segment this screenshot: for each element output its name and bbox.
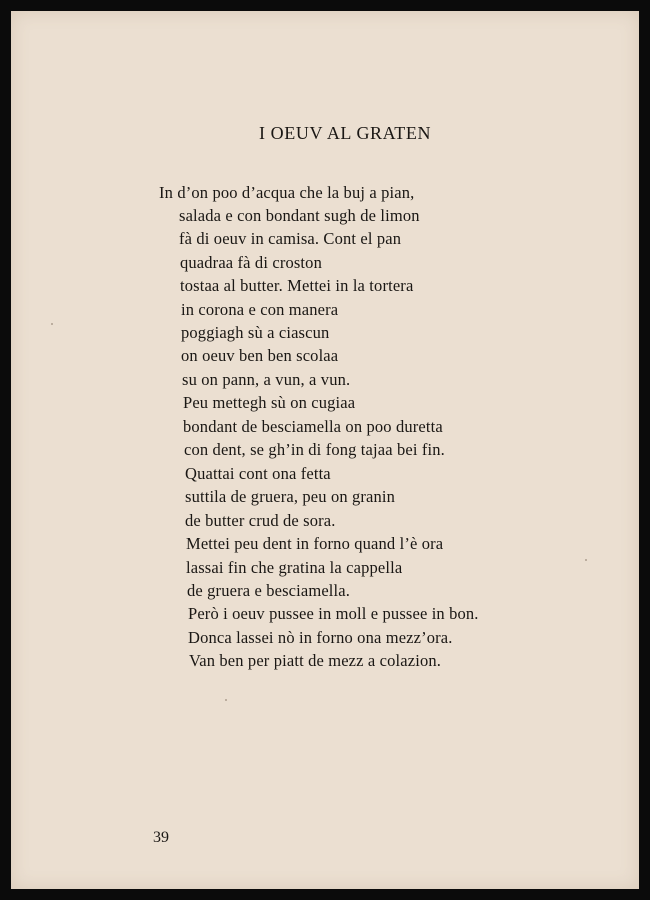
poem-line: su on pann, a vun, a vun. — [182, 370, 351, 389]
poem-line: de gruera e besciamella. — [187, 581, 351, 600]
poem-line: in corona e con manera — [181, 300, 339, 319]
paper-speck — [225, 699, 227, 701]
poem-line: tostaa al butter. Mettei in la tortera — [180, 276, 414, 295]
poem-line: on oeuv ben ben scolaa — [181, 346, 339, 365]
paper-speck — [51, 323, 53, 325]
poem-line: quadraa fà di croston — [180, 253, 322, 272]
poem-line: suttila de gruera, peu on granin — [185, 487, 396, 506]
page-number: 39 — [153, 829, 169, 846]
poem-line: In d’on poo d’acqua che la buj a pian, — [159, 183, 415, 202]
poem-line: fà di oeuv in camisa. Cont el pan — [179, 229, 402, 248]
poem-line: Donca lassei nò in forno ona mezz’ora. — [188, 628, 453, 647]
poem-title: I OEUV AL GRATEN — [258, 123, 432, 143]
poem-line: poggiagh sù a ciascun — [181, 323, 330, 342]
poem-line: Van ben per piatt de mezz a colazion. — [189, 651, 442, 670]
poem-line: de butter crud de sora. — [185, 511, 336, 530]
poem-line: Quattai cont ona fetta — [185, 464, 331, 483]
poem-line: Peu mettegh sù on cugiaa — [183, 393, 356, 412]
poem-line: salada e con bondant sugh de limon — [179, 206, 420, 225]
poem-line: con dent, se gh’in di fong tajaa bei fin. — [184, 440, 445, 459]
book-page — [11, 11, 639, 889]
poem-line: lassai fin che gratina la cappella — [186, 558, 403, 577]
poem-line: Però i oeuv pussee in moll e pussee in bon. — [188, 604, 479, 623]
poem-line: bondant de besciamella on poo duretta — [183, 417, 443, 436]
paper-speck — [585, 559, 587, 561]
poem-line: Mettei peu dent in forno quand l’è ora — [186, 534, 444, 553]
